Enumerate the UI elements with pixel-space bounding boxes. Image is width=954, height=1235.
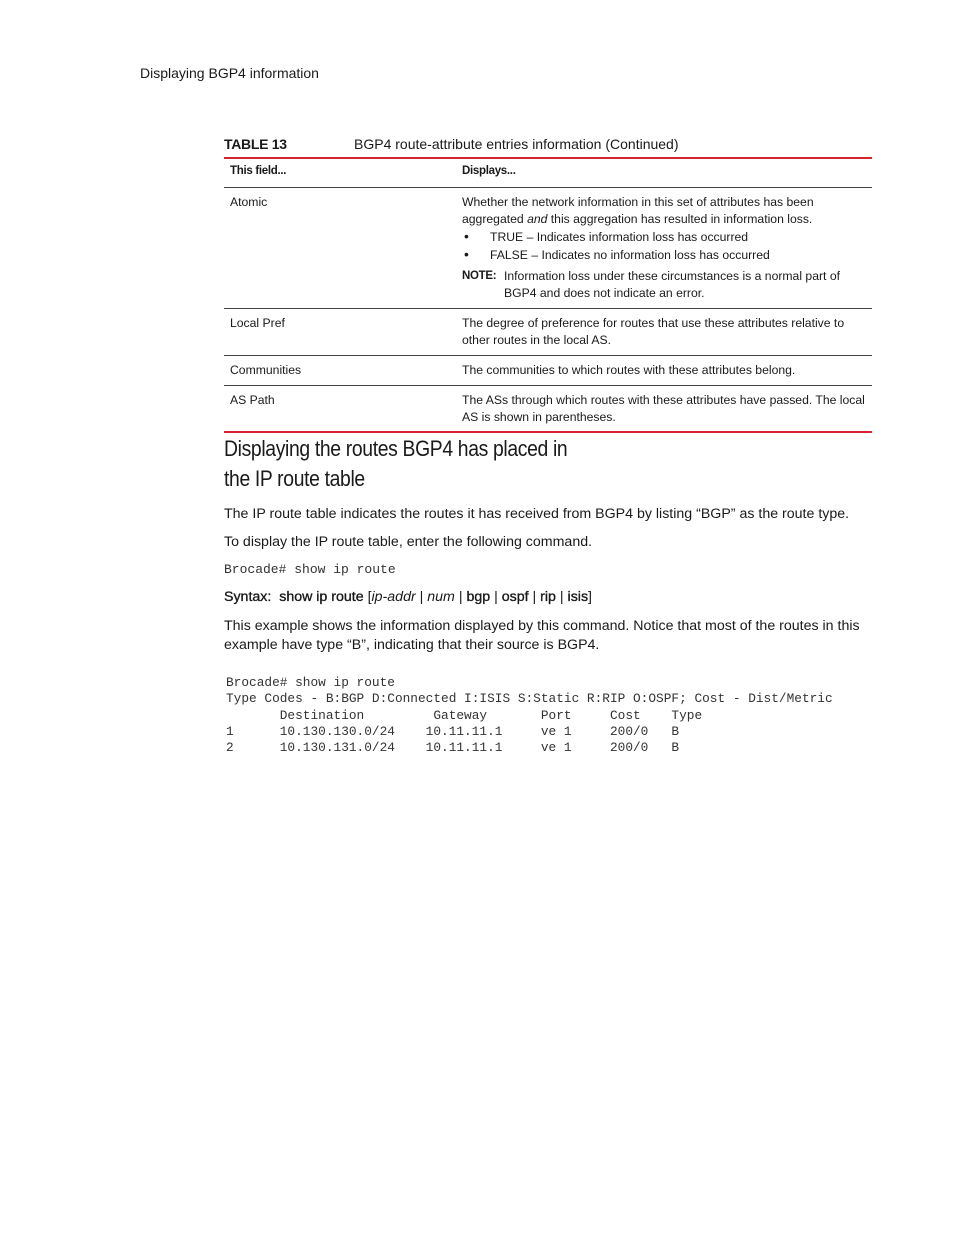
syntax-separator: | (419, 589, 424, 605)
bullet-icon: • (464, 228, 469, 244)
table-row (224, 309, 872, 356)
command-output (226, 675, 833, 756)
section-heading (224, 434, 637, 494)
syntax-bracket: ] (588, 589, 592, 605)
description-emphasis: and (527, 212, 548, 226)
syntax-keyword: isis (567, 589, 589, 605)
description-text: this aggregation has resulted in information loss. (547, 212, 813, 226)
table-header-row (224, 158, 872, 188)
output-line: Destination Gateway Port Cost Type (226, 707, 703, 723)
bullet-item (462, 229, 866, 246)
bullet-text: TRUE – Indicates information loss has occurred (490, 230, 749, 244)
syntax-bracket: [ (367, 589, 372, 605)
attribute-table (224, 157, 872, 433)
bullet-icon: • (464, 246, 469, 262)
paragraph: To display the IP route table, enter the following command. (224, 534, 593, 550)
syntax-separator: | (458, 589, 463, 605)
note-label: NOTE: (462, 270, 497, 282)
column-header-field: This field... (224, 158, 456, 188)
table-number: TABLE 13 (224, 136, 287, 152)
syntax-label: Syntax: (224, 589, 272, 605)
field-cell: Atomic (224, 188, 456, 309)
syntax-command: show ip route (279, 589, 364, 605)
table-row (224, 356, 872, 386)
syntax-separator: | (532, 589, 537, 605)
field-cell: AS Path (230, 393, 275, 407)
section-heading-line: the IP route table (224, 466, 365, 491)
note (462, 268, 866, 302)
paragraph: The IP route table indicates the routes it has received from BGP4 by listing “BGP” as the route type. (224, 506, 850, 522)
syntax-line (224, 589, 592, 605)
syntax-keyword: ospf (501, 589, 529, 605)
section-heading-line: Displaying the routes BGP4 has placed in (224, 436, 568, 461)
column-header-displays: Displays... (456, 158, 872, 188)
syntax-separator: | (494, 589, 498, 605)
output-line: Type Codes - B:BGP D:Connected I:ISIS S:Static R:RIP O:OSPF; Cost - Dist/Metric (226, 691, 833, 707)
running-header: Displaying BGP4 information (140, 65, 319, 81)
field-cell: Local Pref (224, 309, 456, 356)
description-cell (456, 188, 872, 309)
syntax-keyword: bgp (466, 589, 491, 605)
output-line: Brocade# show ip route (226, 675, 395, 690)
syntax-arg: num (427, 589, 455, 605)
description-cell: The ASs through which routes with these attributes have passed. The local AS is shown in parentheses. (462, 393, 865, 424)
output-line: 1 10.130.130.0/24 10.11.11.1 ve 1 200/0 B (226, 723, 680, 739)
table-row (224, 188, 872, 309)
table-title: BGP4 route-attribute entries information (Continued) (354, 136, 679, 152)
field-cell: Communities (224, 356, 456, 386)
description-cell: The degree of preference for routes that use these attributes relative to other routes in the local AS. (456, 309, 872, 356)
paragraph: This example shows the information displayed by this command. Notice that most of the routes in this example have type “B”, indicating that their source is BGP4. (224, 618, 860, 653)
syntax-separator: | (559, 589, 564, 605)
note-text: Information loss under these circumstances is a normal part of BGP4 and does not indicate an error. (504, 269, 840, 300)
bullet-text: FALSE – Indicates no information loss has occurred (490, 248, 770, 262)
bullet-list (462, 229, 866, 264)
command-example: Brocade# show ip route (224, 562, 396, 577)
syntax-keyword: rip (540, 589, 556, 605)
table-caption (224, 135, 872, 157)
description-text: Whether the network information in this set of attributes has been aggregated (462, 195, 814, 226)
table-row (224, 386, 872, 433)
description-cell: The communities to which routes with these attributes belong. (456, 356, 872, 386)
bullet-item (462, 247, 866, 264)
syntax-arg: ip-addr (371, 589, 416, 605)
output-line: 2 10.130.131.0/24 10.11.11.1 ve 1 200/0 B (226, 740, 680, 756)
